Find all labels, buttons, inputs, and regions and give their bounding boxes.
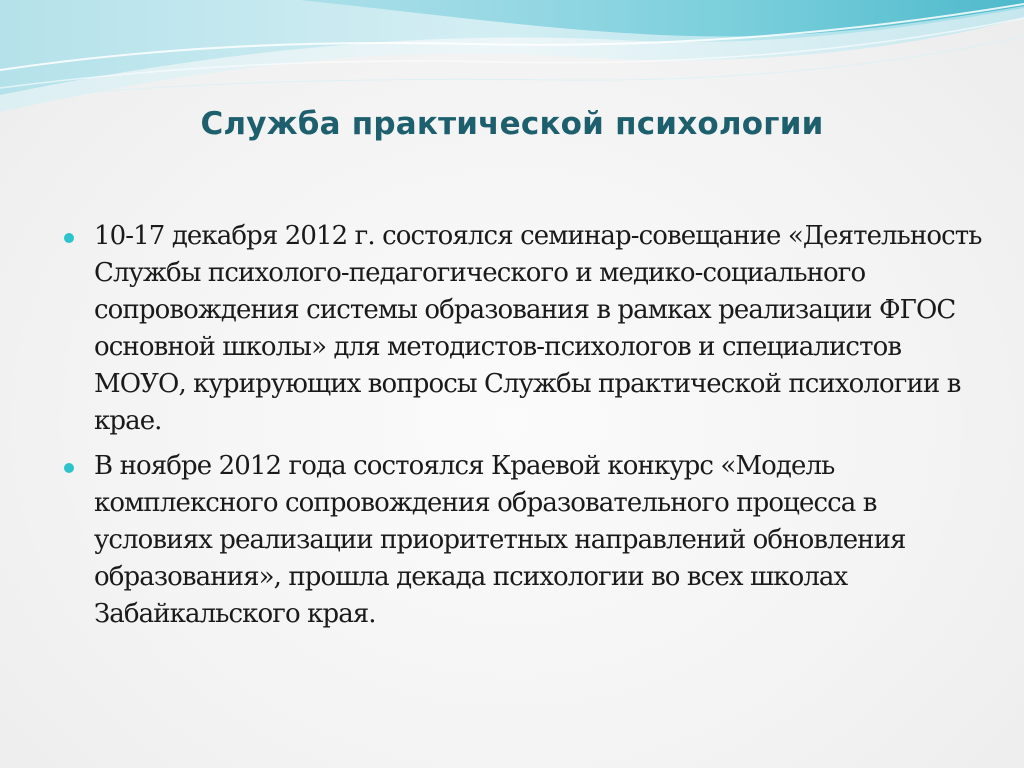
header-wave-decoration bbox=[0, 0, 1024, 120]
bullet-item bbox=[62, 218, 982, 440]
bullet-text: В ноябре 2012 года состоялся Краевой конкурс «Модель комплексного сопровождения образовательного процесса в условиях реализации приоритетных направлений обновления образования», прошла декада психологии во всех школах Забайкальского края. bbox=[94, 451, 906, 629]
slide-title: Служба практической психологии bbox=[200, 106, 824, 142]
bullet-dot-icon bbox=[64, 463, 74, 473]
bullet-text: 10-17 декабря 2012 г. состоялся семинар-совещание «Деятельность Службы психолого-педагогического и медико-социального сопровождения системы образования в рамках реализации ФГОС основной школы» для методистов-психологов и специалистов МОУО, курирующих вопросы Службы практической психологии в крае. bbox=[94, 221, 982, 436]
bullet-dot-icon bbox=[64, 233, 74, 243]
bullet-item bbox=[62, 448, 982, 633]
bullet-list bbox=[62, 218, 982, 641]
